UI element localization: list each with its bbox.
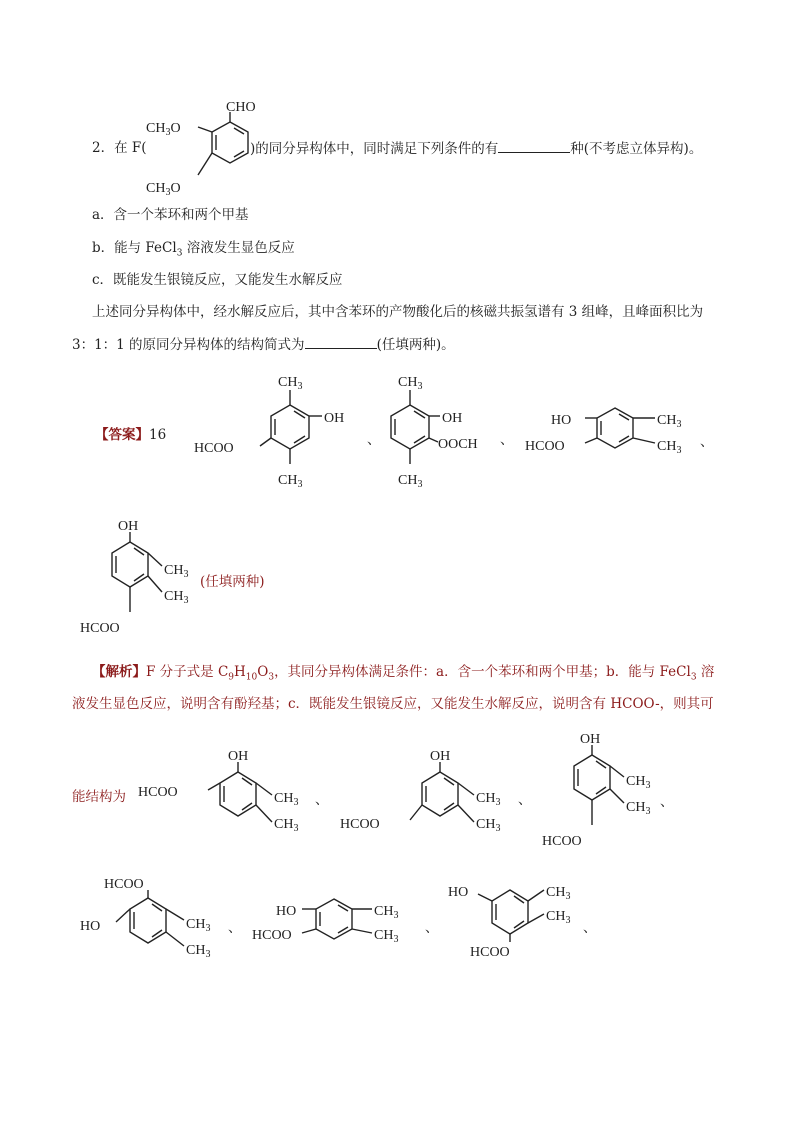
condition-c: c．既能发生银镜反应，又能发生水解反应 [92,272,343,288]
svg-text:OH: OH [430,749,451,764]
separator: 、 [700,434,714,450]
svg-text:HCOO: HCOO [525,439,565,454]
oh-label: OH [324,411,345,426]
svg-text:CH3: $CH_3$ [274,817,299,834]
analysis-line1: 【解析】F 分子式是 $C_9H_{10}O_3$，其同分异构体满足条件：a．含一个苯环和两个甲基；b．能与 FeCl$_3$ 溶 [92,664,715,683]
svg-text:HCOO: HCOO [340,817,380,832]
svg-text:HO: HO [276,904,297,919]
svg-text:CH3: $CH_3$ [164,589,189,606]
separator: 、 [315,792,329,808]
separator: 、 [518,792,532,808]
answer-blank-1[interactable] [498,138,570,153]
methoxy-label-1: $CH_3O$ [146,121,181,138]
question-condition-lead: )的同分异构体中，同时满足下列条件的有 种(不考虑立体异构)。 [250,138,702,159]
separator: 、 [500,432,514,448]
answer-value: 16 [149,427,167,443]
answer-structure-1 [190,368,370,498]
answer-note: (任填两种) [200,574,265,590]
svg-text:HO: HO [551,413,572,428]
answer-tag: 【答案】 [95,427,149,443]
svg-text:HCOO: HCOO [542,834,582,849]
svg-text:HCOO: HCOO [80,621,120,636]
svg-text:OOCH: OOCH [438,437,478,452]
question-number: 2．在 F( [92,140,147,156]
analysis-structure-c [540,733,680,858]
analysis-line2: 液发生显色反应，说明含有酚羟基；c．既能发生银镜反应，又能发生水解反应，说明含有 HCOO-，则其可 [72,696,714,712]
svg-text:HO: HO [80,919,101,934]
separator: 、 [660,794,674,810]
svg-text:OH: OH [228,749,249,764]
svg-text:CH3: $CH_3$ [476,791,501,808]
separator: 、 [425,920,439,936]
svg-text:CH3: $CH_3$ [164,563,189,580]
analysis-structure-a [138,750,318,850]
svg-text:CH3: $CH_3$ [186,917,211,934]
svg-text:HCOO: HCOO [104,877,144,892]
answer-structure-2 [370,368,510,498]
answer-blank-2[interactable] [305,334,377,349]
svg-text:CH3: $CH_3$ [398,375,423,392]
svg-text:CH3: $CH_3$ [657,413,682,430]
separator: 、 [228,920,242,936]
ch3-label: $CH_3$ [278,375,303,392]
answer-heading [95,425,166,445]
separator: 、 [367,432,381,448]
svg-text:CH3: $CH_3$ [374,928,399,945]
ch3-label: $CH_3$ [278,473,303,490]
svg-text:HCOO: HCOO [252,928,292,943]
answer-structure-4 [78,520,208,645]
svg-text:CH3: $CH_3$ [476,817,501,834]
answer-structure-3 [525,398,715,478]
svg-text:OH: OH [442,411,463,426]
analysis-structure-d [80,876,240,966]
condition-a: a．含一个苯环和两个甲基 [92,207,249,223]
analysis-line3: 能结构为 [72,789,126,805]
svg-text:CH3: $CH_3$ [374,904,399,921]
molecule-f-ring [198,112,248,175]
question-paragraph-line1: 上述同分异构体中，经水解反应后，其中含苯环的产物酸化后的核磁共振氢谱有 3 组峰，且峰面积比为 [92,304,704,320]
svg-text:CH3: $CH_3$ [626,774,651,791]
svg-text:OH: OH [580,732,601,747]
analysis-structure-e [252,893,422,953]
hcoo-label: HCOO [194,441,234,456]
svg-text:HCOO: HCOO [470,945,510,960]
condition-b: b．能与 FeCl$_3$ 溶液发生显色反应 [92,240,295,259]
svg-text:CH3: $CH_3$ [398,473,423,490]
methoxy-label-2: $CH_3O$ [146,181,181,198]
svg-text:HO: HO [448,885,469,900]
molecule-f [140,95,260,205]
analysis-tag: 【解析】 [92,664,146,680]
svg-text:OH: OH [118,519,139,534]
analysis-structure-b [340,750,520,850]
question-paragraph-line2: 3：1：1 的原同分异构体的结构简式为 (任填两种)。 [72,334,455,355]
svg-text:CH3: $CH_3$ [186,943,211,960]
svg-text:CH3: $CH_3$ [626,800,651,817]
svg-text:CH3: $CH_3$ [274,791,299,808]
svg-text:CH3: $CH_3$ [546,885,571,902]
svg-text:CH3: $CH_3$ [657,439,682,456]
cho-label: CHO [226,100,256,115]
svg-text:HCOO: HCOO [138,785,178,800]
separator: 、 [583,920,597,936]
svg-text:CH3: $CH_3$ [546,909,571,926]
